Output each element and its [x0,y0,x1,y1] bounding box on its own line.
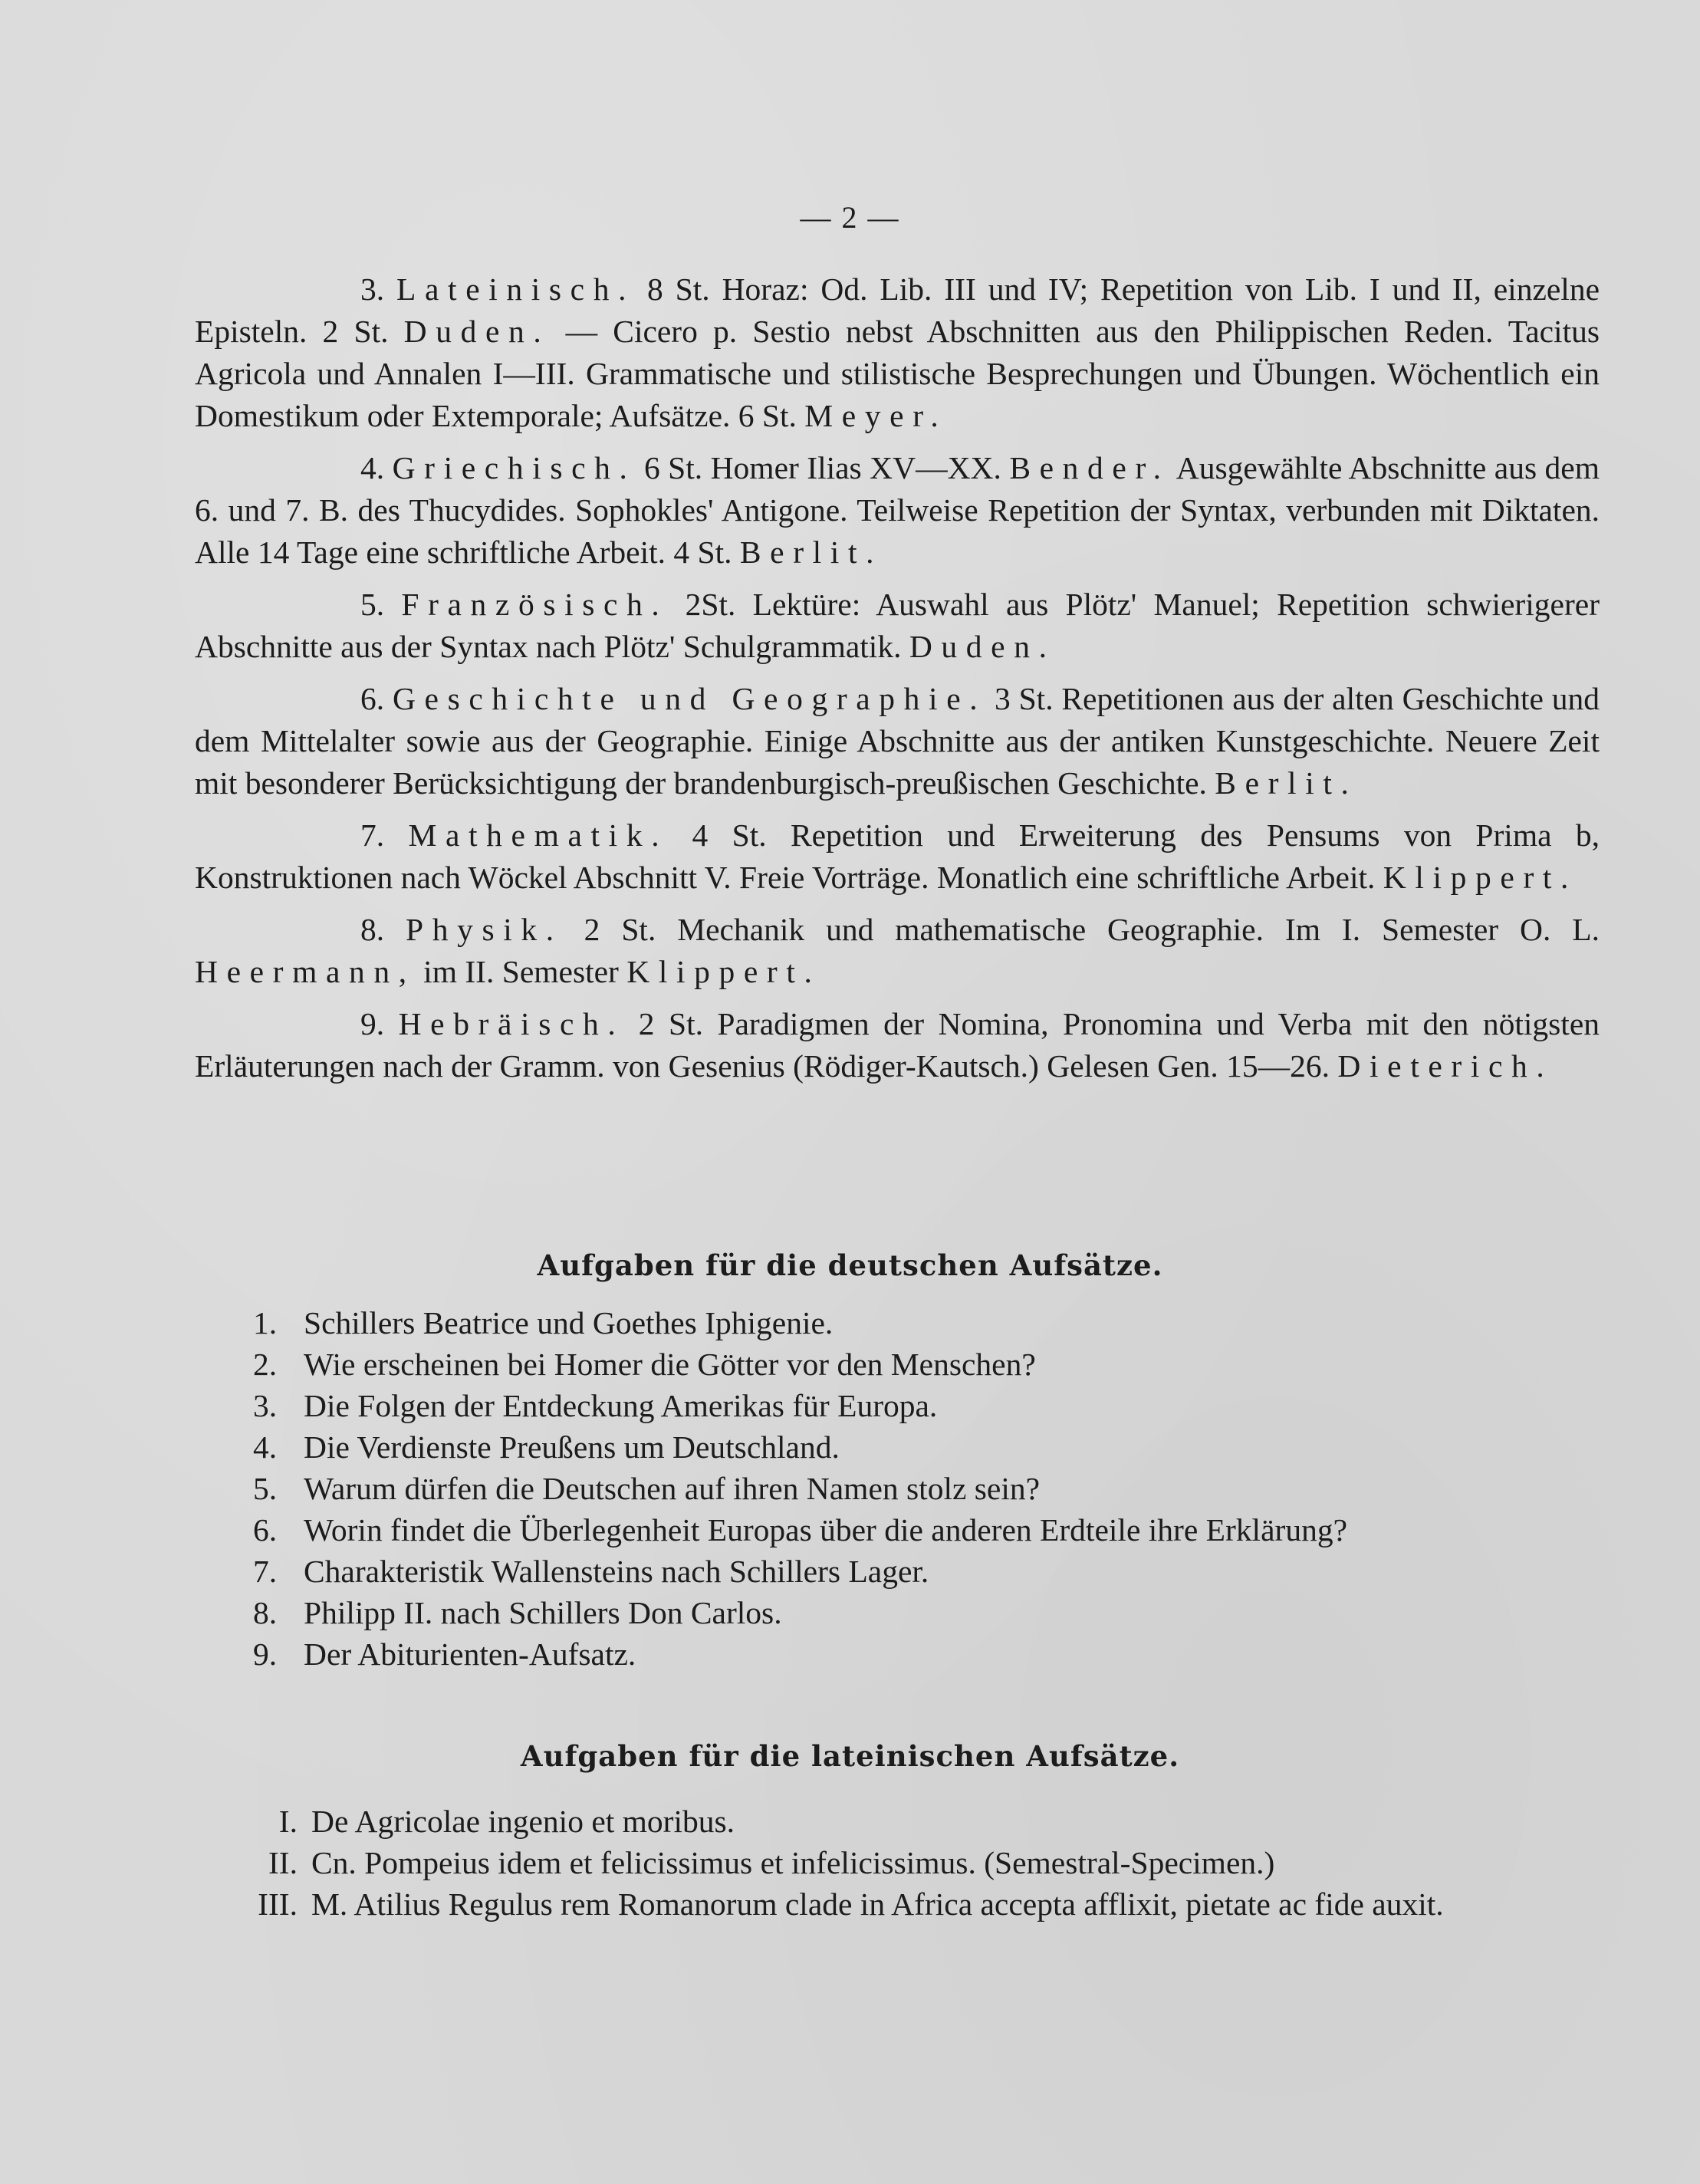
topic-text: Der Abiturienten-Aufsatz. [304,1636,636,1672]
topic-item [253,1468,1618,1509]
teacher-name: Berlit. [739,534,883,570]
section-number: 4. [360,450,393,485]
section-subject: Geschichte und Geographie. [392,681,987,716]
topic-text: Philipp II. nach Schillers Don Carlos. [304,1595,782,1630]
teacher-name: Klippert. [626,954,821,989]
topic-item [253,1633,1618,1675]
section-subject: Hebräisch. [398,1006,625,1041]
teacher-name: Meyer. [804,398,948,433]
topic-number: 8. [253,1595,278,1630]
topic-text: Warum dürfen die Deutschen auf ihren Namen stolz sein? [304,1471,1041,1506]
topic-item [258,1883,1601,1925]
topic-text: Die Folgen der Entdeckung Amerikas für Europa. [304,1388,938,1423]
topic-item [268,1842,1601,1883]
topic-item [275,1801,1601,1842]
teacher-name: Duden. [403,314,551,349]
german-essay-topics [253,1302,1618,1675]
topic-item [253,1385,1618,1426]
topic-text: Schillers Beatrice und Goethes Iphigenie. [304,1305,834,1340]
section-subject: Französisch. [401,587,669,622]
section-subject: Mathematik. [408,817,669,853]
topic-text: Wie erscheinen bei Homer die Götter vor den Menschen? [304,1347,1036,1382]
section-paragraph [195,584,1600,668]
topic-item [253,1551,1618,1592]
topic-text: Die Verdienste Preußens um Deutschland. [304,1429,840,1465]
latin-essay-topics [258,1801,1601,1925]
topic-item [253,1592,1618,1633]
section-number: 6. [360,681,393,716]
section-subject: Physik. [406,912,563,947]
section-subject: Griechisch. [392,450,636,485]
topic-number: 1. [253,1305,278,1340]
section-text: 8 St. Horaz: Od. Lib. III und IV; Repetition von Lib. I und II, einzelne Episteln. 2 St. [195,271,1600,349]
section-paragraph [195,814,1600,899]
topic-text: Worin findet die Überlegenheit Europas über die anderen Erdteile ihre Erklärung? [304,1512,1347,1548]
section-text: 3 St. Repetitionen aus der alten Geschichte und dem Mittelalter sowie aus der Geographie. Einige Abschnitte aus der antiken Kunstgeschichte. Neuere Zeit mit besonderer Berücksichtigung der brandenburgisch-preußischen Geschichte. [195,681,1600,801]
section-paragraph [195,678,1600,804]
topic-number: III. [258,1886,298,1922]
section-text: im II. Semester [415,954,627,989]
section-text: 2 St. Paradigmen der Nomina, Pronomina und Verba mit den nötigsten Erläuterungen nach der Gramm. von Gesenius (Rödiger-Kautsch.) Gelesen Gen. 15—26. [195,1006,1600,1084]
topic-number: II. [268,1845,298,1880]
section-paragraph [195,268,1600,437]
section-number: 8. [360,912,406,947]
topic-number: 7. [253,1554,278,1589]
page-number: — 2 — [800,200,900,235]
topic-item [253,1509,1618,1551]
section-paragraph [195,447,1600,574]
teacher-name: Bender. [1009,450,1170,485]
topic-number: 6. [253,1512,278,1548]
section-number: 7. [360,817,409,853]
topic-number: 2. [253,1347,278,1382]
teacher-name: Duden. [909,629,1056,664]
curriculum-sections [195,268,1600,1097]
topic-item [253,1344,1618,1385]
section-number: 3. [360,271,397,307]
latin-essays-heading: Aufgaben für die lateinischen Aufsätze. [520,1739,1180,1773]
section-text: — Cicero p. Sestio nebst Abschnitten aus den Philippischen Reden. Tacitus Agricola und Annalen I—III. Grammatische und stilistische Besprechungen und Übungen. Wöchentlich ein Domestikum oder Extemporale; Aufsätze. 6 St. [195,314,1600,433]
topic-text: Charakteristik Wallensteins nach Schillers Lager. [304,1554,929,1589]
section-text: 4 St. Repetition und Erweiterung des Pensums von Prima b, Konstruktionen nach Wöckel Abschnitt V. Freie Vorträge. Monatlich eine schriftliche Arbeit. [195,817,1600,895]
section-number: 5. [360,587,402,622]
section-number: 9. [360,1006,399,1041]
topic-text: M. Atilius Regulus rem Romanorum clade in Africa accepta afflixit, pietate ac fide auxit. [311,1886,1444,1922]
section-text: 6 St. Homer Ilias XV—XX. [636,450,1010,485]
section-subject: Lateinisch. [396,271,636,307]
topic-number: 9. [253,1636,278,1672]
teacher-name: Berlit. [1215,765,1358,801]
section-paragraph [195,1003,1600,1087]
teacher-name: Klippert. [1383,860,1578,895]
german-essays-heading: Aufgaben für die deutschen Aufsätze. [537,1248,1163,1282]
teacher-name: Dieterich. [1337,1048,1554,1084]
teacher-name: Heermann, [195,954,416,989]
section-paragraph [195,909,1600,993]
topic-item [253,1302,1618,1344]
section-text: Ausgewählte Abschnitte aus dem 6. und 7. B. des Thucydides. Sophokles' Antigone. Teilweise Repetition der Syntax, verbunden mit Diktaten. Alle 14 Tage eine schriftliche Arbeit. 4 St. [195,450,1600,570]
topic-number: 5. [253,1471,278,1506]
topic-number: 4. [253,1429,278,1465]
topic-number: I. [278,1804,298,1839]
topic-text: Cn. Pompeius idem et felicissimus et infelicissimus. (Semestral-Specimen.) [311,1845,1275,1880]
topic-item [253,1426,1618,1468]
section-text: 2St. Lektüre: Auswahl aus Plötz' Manuel; Repetition schwierigerer Abschnitte aus der Syntax nach Plötz' Schulgrammatik. [195,587,1600,664]
topic-text: De Agricolae ingenio et moribus. [311,1804,735,1839]
section-text: 2 St. Mechanik und mathematische Geographie. Im I. Semester O. L. [562,912,1600,947]
topic-number: 3. [253,1388,278,1423]
